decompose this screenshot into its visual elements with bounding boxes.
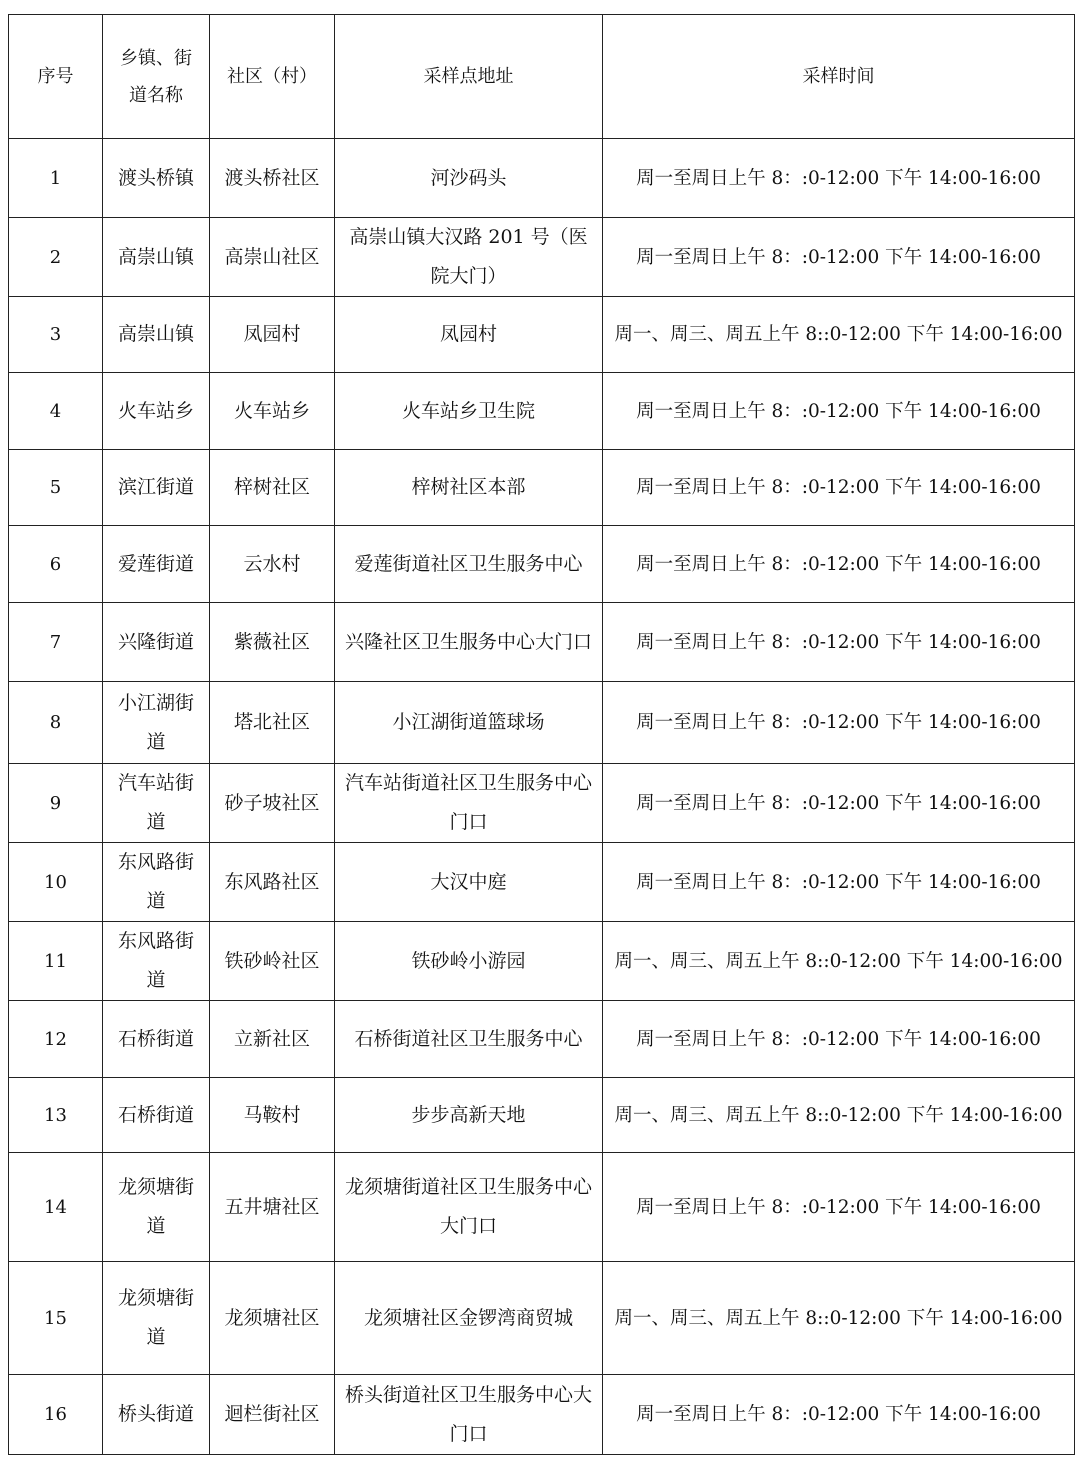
cell-sampling-address: 龙须塘社区金锣湾商贸城 [335, 1262, 603, 1375]
table-row [9, 1262, 1075, 1375]
cell-sampling-address: 河沙码头 [335, 139, 603, 218]
cell-serial-number: 15 [9, 1262, 103, 1375]
cell-sampling-time: 周一至周日上午 8：:0-12:00 下午 14:00-16:00 [603, 1001, 1075, 1078]
table-row [9, 1375, 1075, 1455]
cell-community: 高崇山社区 [210, 218, 335, 297]
cell-serial-number: 16 [9, 1375, 103, 1455]
cell-sampling-time: 周一、周三、周五上午 8::0-12:00 下午 14:00-16:00 [603, 297, 1075, 373]
cell-township-street: 高崇山镇 [103, 218, 210, 297]
table-row [9, 373, 1075, 450]
cell-community: 塔北社区 [210, 682, 335, 764]
cell-community: 渡头桥社区 [210, 139, 335, 218]
table-row [9, 139, 1075, 218]
cell-township-street: 龙须塘街道 [103, 1153, 210, 1262]
table-row [9, 764, 1075, 843]
table-row [9, 526, 1075, 603]
table-header-row [9, 15, 1075, 139]
cell-sampling-time: 周一、周三、周五上午 8::0-12:00 下午 14:00-16:00 [603, 1078, 1075, 1153]
cell-serial-number: 13 [9, 1078, 103, 1153]
cell-township-street: 小江湖街道 [103, 682, 210, 764]
cell-sampling-time: 周一至周日上午 8：:0-12:00 下午 14:00-16:00 [603, 682, 1075, 764]
cell-community: 砂子坡社区 [210, 764, 335, 843]
cell-township-street: 高崇山镇 [103, 297, 210, 373]
cell-community: 东风路社区 [210, 843, 335, 922]
cell-serial-number: 12 [9, 1001, 103, 1078]
cell-sampling-time: 周一至周日上午 8：:0-12:00 下午 14:00-16:00 [603, 373, 1075, 450]
cell-township-street: 龙须塘街道 [103, 1262, 210, 1375]
cell-sampling-address: 凤园村 [335, 297, 603, 373]
cell-township-street: 桥头街道 [103, 1375, 210, 1455]
cell-sampling-address: 兴隆社区卫生服务中心大门口 [335, 603, 603, 682]
cell-sampling-time: 周一至周日上午 8：:0-12:00 下午 14:00-16:00 [603, 526, 1075, 603]
sampling-sites-table [8, 14, 1075, 1455]
table-row [9, 1001, 1075, 1078]
cell-community: 火车站乡 [210, 373, 335, 450]
cell-sampling-address: 梓树社区本部 [335, 450, 603, 526]
cell-sampling-address: 汽车站街道社区卫生服务中心门口 [335, 764, 603, 843]
cell-community: 凤园村 [210, 297, 335, 373]
cell-township-street: 石桥街道 [103, 1078, 210, 1153]
table-row [9, 1153, 1075, 1262]
cell-township-street: 爱莲街道 [103, 526, 210, 603]
header-community: 社区（村） [210, 15, 335, 139]
table-row [9, 843, 1075, 922]
cell-township-street: 汽车站街道 [103, 764, 210, 843]
cell-township-street: 东风路街道 [103, 843, 210, 922]
cell-community: 立新社区 [210, 1001, 335, 1078]
header-township-street: 乡镇、街道名称 [103, 15, 210, 139]
cell-township-street: 石桥街道 [103, 1001, 210, 1078]
cell-sampling-time: 周一至周日上午 8：:0-12:00 下午 14:00-16:00 [603, 450, 1075, 526]
cell-serial-number: 6 [9, 526, 103, 603]
cell-sampling-address: 小江湖街道篮球场 [335, 682, 603, 764]
header-sampling-address: 采样点地址 [335, 15, 603, 139]
cell-sampling-time: 周一至周日上午 8：:0-12:00 下午 14:00-16:00 [603, 843, 1075, 922]
cell-community: 龙须塘社区 [210, 1262, 335, 1375]
cell-sampling-time: 周一至周日上午 8：:0-12:00 下午 14:00-16:00 [603, 218, 1075, 297]
cell-serial-number: 10 [9, 843, 103, 922]
cell-serial-number: 3 [9, 297, 103, 373]
cell-sampling-time: 周一至周日上午 8：:0-12:00 下午 14:00-16:00 [603, 1153, 1075, 1262]
cell-serial-number: 4 [9, 373, 103, 450]
table-row [9, 450, 1075, 526]
cell-serial-number: 2 [9, 218, 103, 297]
cell-sampling-time: 周一、周三、周五上午 8::0-12:00 下午 14:00-16:00 [603, 922, 1075, 1001]
cell-serial-number: 8 [9, 682, 103, 764]
cell-sampling-address: 龙须塘街道社区卫生服务中心大门口 [335, 1153, 603, 1262]
table-row [9, 218, 1075, 297]
cell-community: 梓树社区 [210, 450, 335, 526]
table-row [9, 297, 1075, 373]
cell-community: 云水村 [210, 526, 335, 603]
cell-community: 马鞍村 [210, 1078, 335, 1153]
cell-sampling-address: 高崇山镇大汉路 201 号（医院大门） [335, 218, 603, 297]
cell-sampling-time: 周一至周日上午 8：:0-12:00 下午 14:00-16:00 [603, 1375, 1075, 1455]
cell-sampling-time: 周一至周日上午 8：:0-12:00 下午 14:00-16:00 [603, 603, 1075, 682]
cell-serial-number: 11 [9, 922, 103, 1001]
table-row [9, 682, 1075, 764]
cell-sampling-time: 周一至周日上午 8：:0-12:00 下午 14:00-16:00 [603, 139, 1075, 218]
cell-community: 迴栏街社区 [210, 1375, 335, 1455]
cell-township-street: 东风路街道 [103, 922, 210, 1001]
cell-serial-number: 14 [9, 1153, 103, 1262]
cell-community: 紫薇社区 [210, 603, 335, 682]
cell-community: 铁砂岭社区 [210, 922, 335, 1001]
cell-township-street: 渡头桥镇 [103, 139, 210, 218]
cell-sampling-address: 铁砂岭小游园 [335, 922, 603, 1001]
table-row [9, 603, 1075, 682]
cell-sampling-address: 石桥街道社区卫生服务中心 [335, 1001, 603, 1078]
cell-sampling-address: 步步高新天地 [335, 1078, 603, 1153]
cell-community: 五井塘社区 [210, 1153, 335, 1262]
header-sampling-time: 采样时间 [603, 15, 1075, 139]
cell-serial-number: 5 [9, 450, 103, 526]
header-serial-number: 序号 [9, 15, 103, 139]
cell-serial-number: 9 [9, 764, 103, 843]
cell-sampling-address: 火车站乡卫生院 [335, 373, 603, 450]
cell-township-street: 滨江街道 [103, 450, 210, 526]
cell-sampling-address: 桥头街道社区卫生服务中心大门口 [335, 1375, 603, 1455]
cell-township-street: 火车站乡 [103, 373, 210, 450]
cell-township-street: 兴隆街道 [103, 603, 210, 682]
cell-serial-number: 7 [9, 603, 103, 682]
cell-serial-number: 1 [9, 139, 103, 218]
cell-sampling-address: 爱莲街道社区卫生服务中心 [335, 526, 603, 603]
table-row [9, 922, 1075, 1001]
cell-sampling-address: 大汉中庭 [335, 843, 603, 922]
table-row [9, 1078, 1075, 1153]
cell-sampling-time: 周一至周日上午 8：:0-12:00 下午 14:00-16:00 [603, 764, 1075, 843]
cell-sampling-time: 周一、周三、周五上午 8::0-12:00 下午 14:00-16:00 [603, 1262, 1075, 1375]
